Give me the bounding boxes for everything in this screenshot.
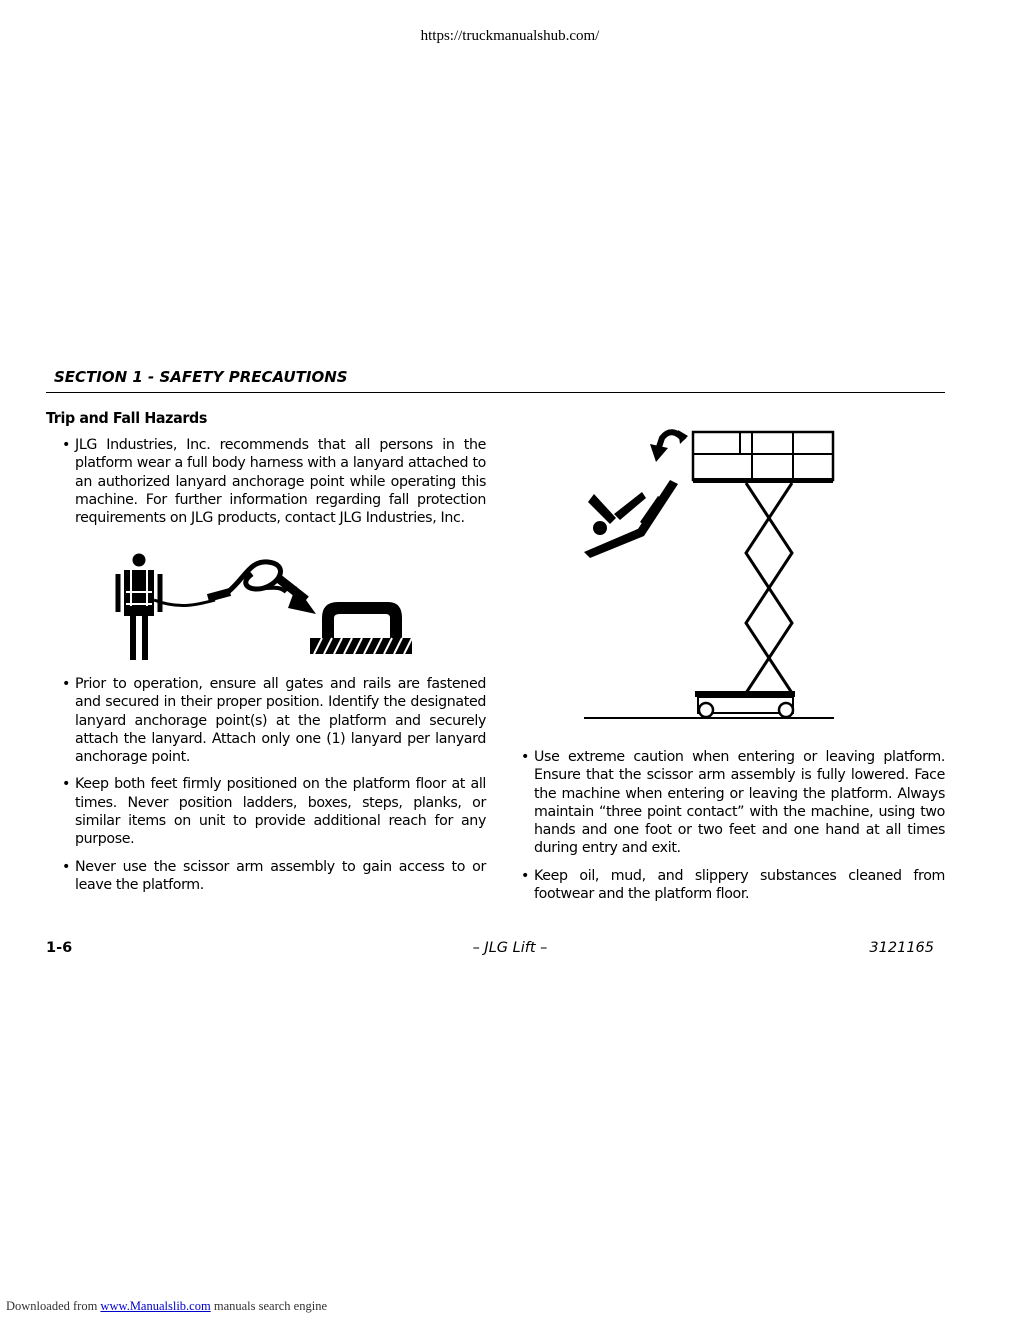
scissor-lift-fall-icon <box>580 422 840 724</box>
manualslib-link[interactable]: www.Manualslib.com <box>100 1299 211 1313</box>
section-divider <box>46 392 945 393</box>
bullet-entering-platform: • Use extreme caution when entering or leaving platform. Ensure that the scissor arm assembly is fully lowered. Face the machine when entering or leaving the platform. Always maintain “three point contact” with the machine, using two hands and one foot or two feet and one hand at all times during entry and exit. <box>505 748 945 858</box>
download-credit <box>6 1299 327 1314</box>
left-bullets-top <box>46 436 486 536</box>
harness-lanyard-icon <box>110 548 420 664</box>
bullet-gates: • Prior to operation, ensure all gates and rails are fastened and secured in their proper position. Identify the designated lanyard anchorage point(s) at the platform and securely attach the lanyard. Attach only one (1) lanyard per lanyard anchorage point. <box>46 675 486 766</box>
bullet-feet: • Keep both feet firmly positioned on the platform floor at all times. Never position ladders, boxes, steps, planks, or similar items on unit to provide additional reach for any purpose. <box>46 775 486 848</box>
credit-prefix: Downloaded from <box>6 1299 98 1313</box>
bullet-scissor-arm: • Never use the scissor arm assembly to gain access to or leave the platform. <box>46 858 486 895</box>
document-number: 3121165 <box>869 940 934 956</box>
page-number: 1-6 <box>46 940 73 956</box>
bullet-slippery: • Keep oil, mud, and slippery substances cleaned from footwear and the platform floor. <box>505 867 945 904</box>
section-title: SECTION 1 - SAFETY PRECAUTIONS <box>54 368 348 386</box>
bullet-harness: • JLG Industries, Inc. recommends that all persons in the platform wear a full body harness with a lanyard attached to an authorized lanyard anchorage point while operating this machine. For further information regarding fall protection requirements on JLG products, contact JLG Industries, Inc. <box>46 436 486 527</box>
subsection-title: Trip and Fall Hazards <box>46 409 207 427</box>
right-bullets <box>505 748 945 912</box>
credit-suffix: manuals search engine <box>213 1299 327 1313</box>
footer-title: – JLG Lift – <box>472 940 548 956</box>
left-bullets-bottom <box>46 675 486 903</box>
source-url: https://truckmanualshub.com/ <box>420 28 600 44</box>
